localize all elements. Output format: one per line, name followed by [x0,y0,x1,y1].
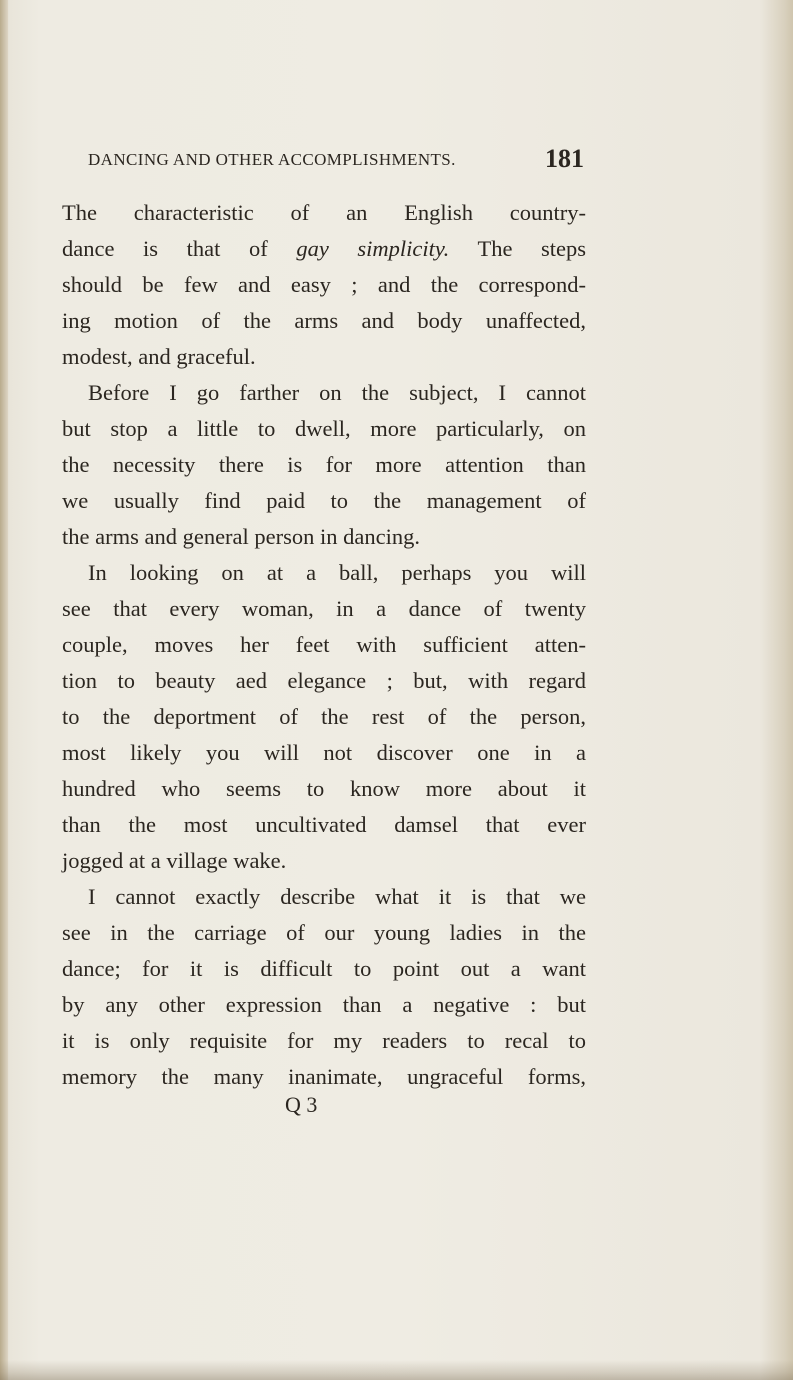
text-line: hundred who seems to know more about it [62,776,586,801]
text-line: memory the many inanimate, ungraceful forms, [62,1064,586,1089]
text-line: modest, and graceful. [62,344,256,369]
page-number: 181 [545,144,584,173]
running-head-title: DANCING AND OTHER ACCOMPLISHMENTS. [88,150,456,169]
text-line [62,231,586,267]
text-line: see that every woman, in a dance of twenty [62,596,586,621]
paragraph-first-line: In looking on at a ball, perhaps you will [88,560,586,585]
text-line: by any other expression than a negative : but [62,992,586,1017]
text-line: ing motion of the arms and body unaffected, [62,308,586,333]
text-line: most likely you will not discover one in a [62,740,586,765]
text-line: but stop a little to dwell, more particularly, on [62,416,586,441]
text-span: The steps [449,236,587,261]
text-line: it is only requisite for my readers to recal to [62,1028,586,1053]
running-head [88,144,588,180]
paragraph-first-line: I cannot exactly describe what it is that we [88,884,586,909]
page-bottom-edge [0,1360,793,1380]
text-line: than the most uncultivated damsel that ever [62,812,586,837]
text-line: couple, moves her feet with sufficient atten- [62,632,586,657]
text-line: to the deportment of the rest of the person, [62,704,586,729]
text-line: dance; for it is difficult to point out a want [62,956,586,981]
page-binding-edge [0,0,8,1380]
text-line: The characteristic of an English country- [62,200,586,225]
text-line: we usually find paid to the management of [62,488,586,513]
text-span: dance is that of [62,236,297,261]
text-line: the arms and general person in dancing. [62,524,421,549]
text-line: tion to beauty aed elegance ; but, with regard [62,668,586,693]
text-line: see in the carriage of our young ladies in the [62,920,586,945]
text-line: the necessity there is for more attention than [62,452,586,477]
signature-mark: Q 3 [285,1092,318,1117]
text-line: should be few and easy ; and the correspond- [62,272,586,297]
paragraph-first-line: Before I go farther on the subject, I cannot [88,380,586,405]
italic-phrase: gay simplicity. [296,236,450,261]
text-line: jogged at a village wake. [62,848,287,873]
